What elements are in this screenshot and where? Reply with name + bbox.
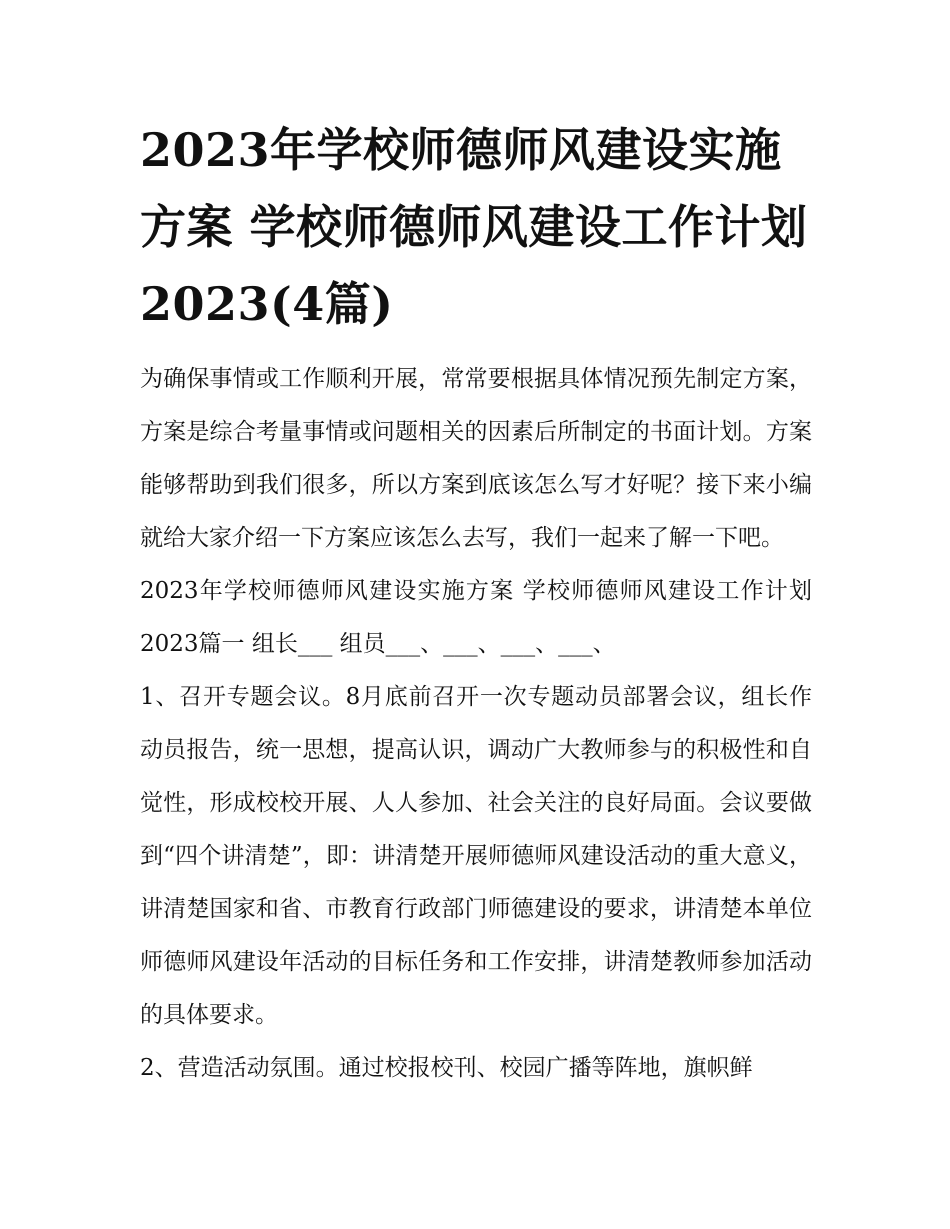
item-2-paragraph: 2、营造活动氛围。通过校报校刊、校园广播等阵地，旗帜鲜	[140, 1055, 753, 1081]
document-page	[140, 112, 812, 1095]
title-spacer	[140, 343, 812, 353]
intro-paragraph: 为确保事情或工作顺利开展，常常要根据具体情况预先制定方案，方案是综合考量事情或问题相关的因素后所制定的书面计划。方案能够帮助到我们很多，所以方案到底该怎么写才好呢？接下来小编就给大家介绍一下方案应该怎么去写，我们一起来了解一下吧。	[140, 366, 812, 551]
item-1-paragraph: 1、召开专题会议。8月底前召开一次专题动员部署会议，组长作动员报告，统一思想，提高认识，调动广大教师参与的积极性和自觉性，形成校校开展、人人参加、社会关注的良好局面。会议要做到“四个讲清楚”，即：讲清楚开展师德师风建设活动的重大意义，讲清楚国家和省、市教育行政部门师德建设的要求，讲清楚本单位师德师风建设年活动的目标任务和工作安排，讲清楚教师参加活动的具体要求。	[140, 684, 812, 1028]
section-heading-paragraph: 2023年学校师德师风建设实施方案 学校师德师风建设工作计划2023篇一 组长___ 组员___、___、___、___、	[140, 578, 812, 657]
document-title: 2023年学校师德师风建设实施方案 学校师德师风建设工作计划2023(4篇)	[140, 123, 808, 331]
